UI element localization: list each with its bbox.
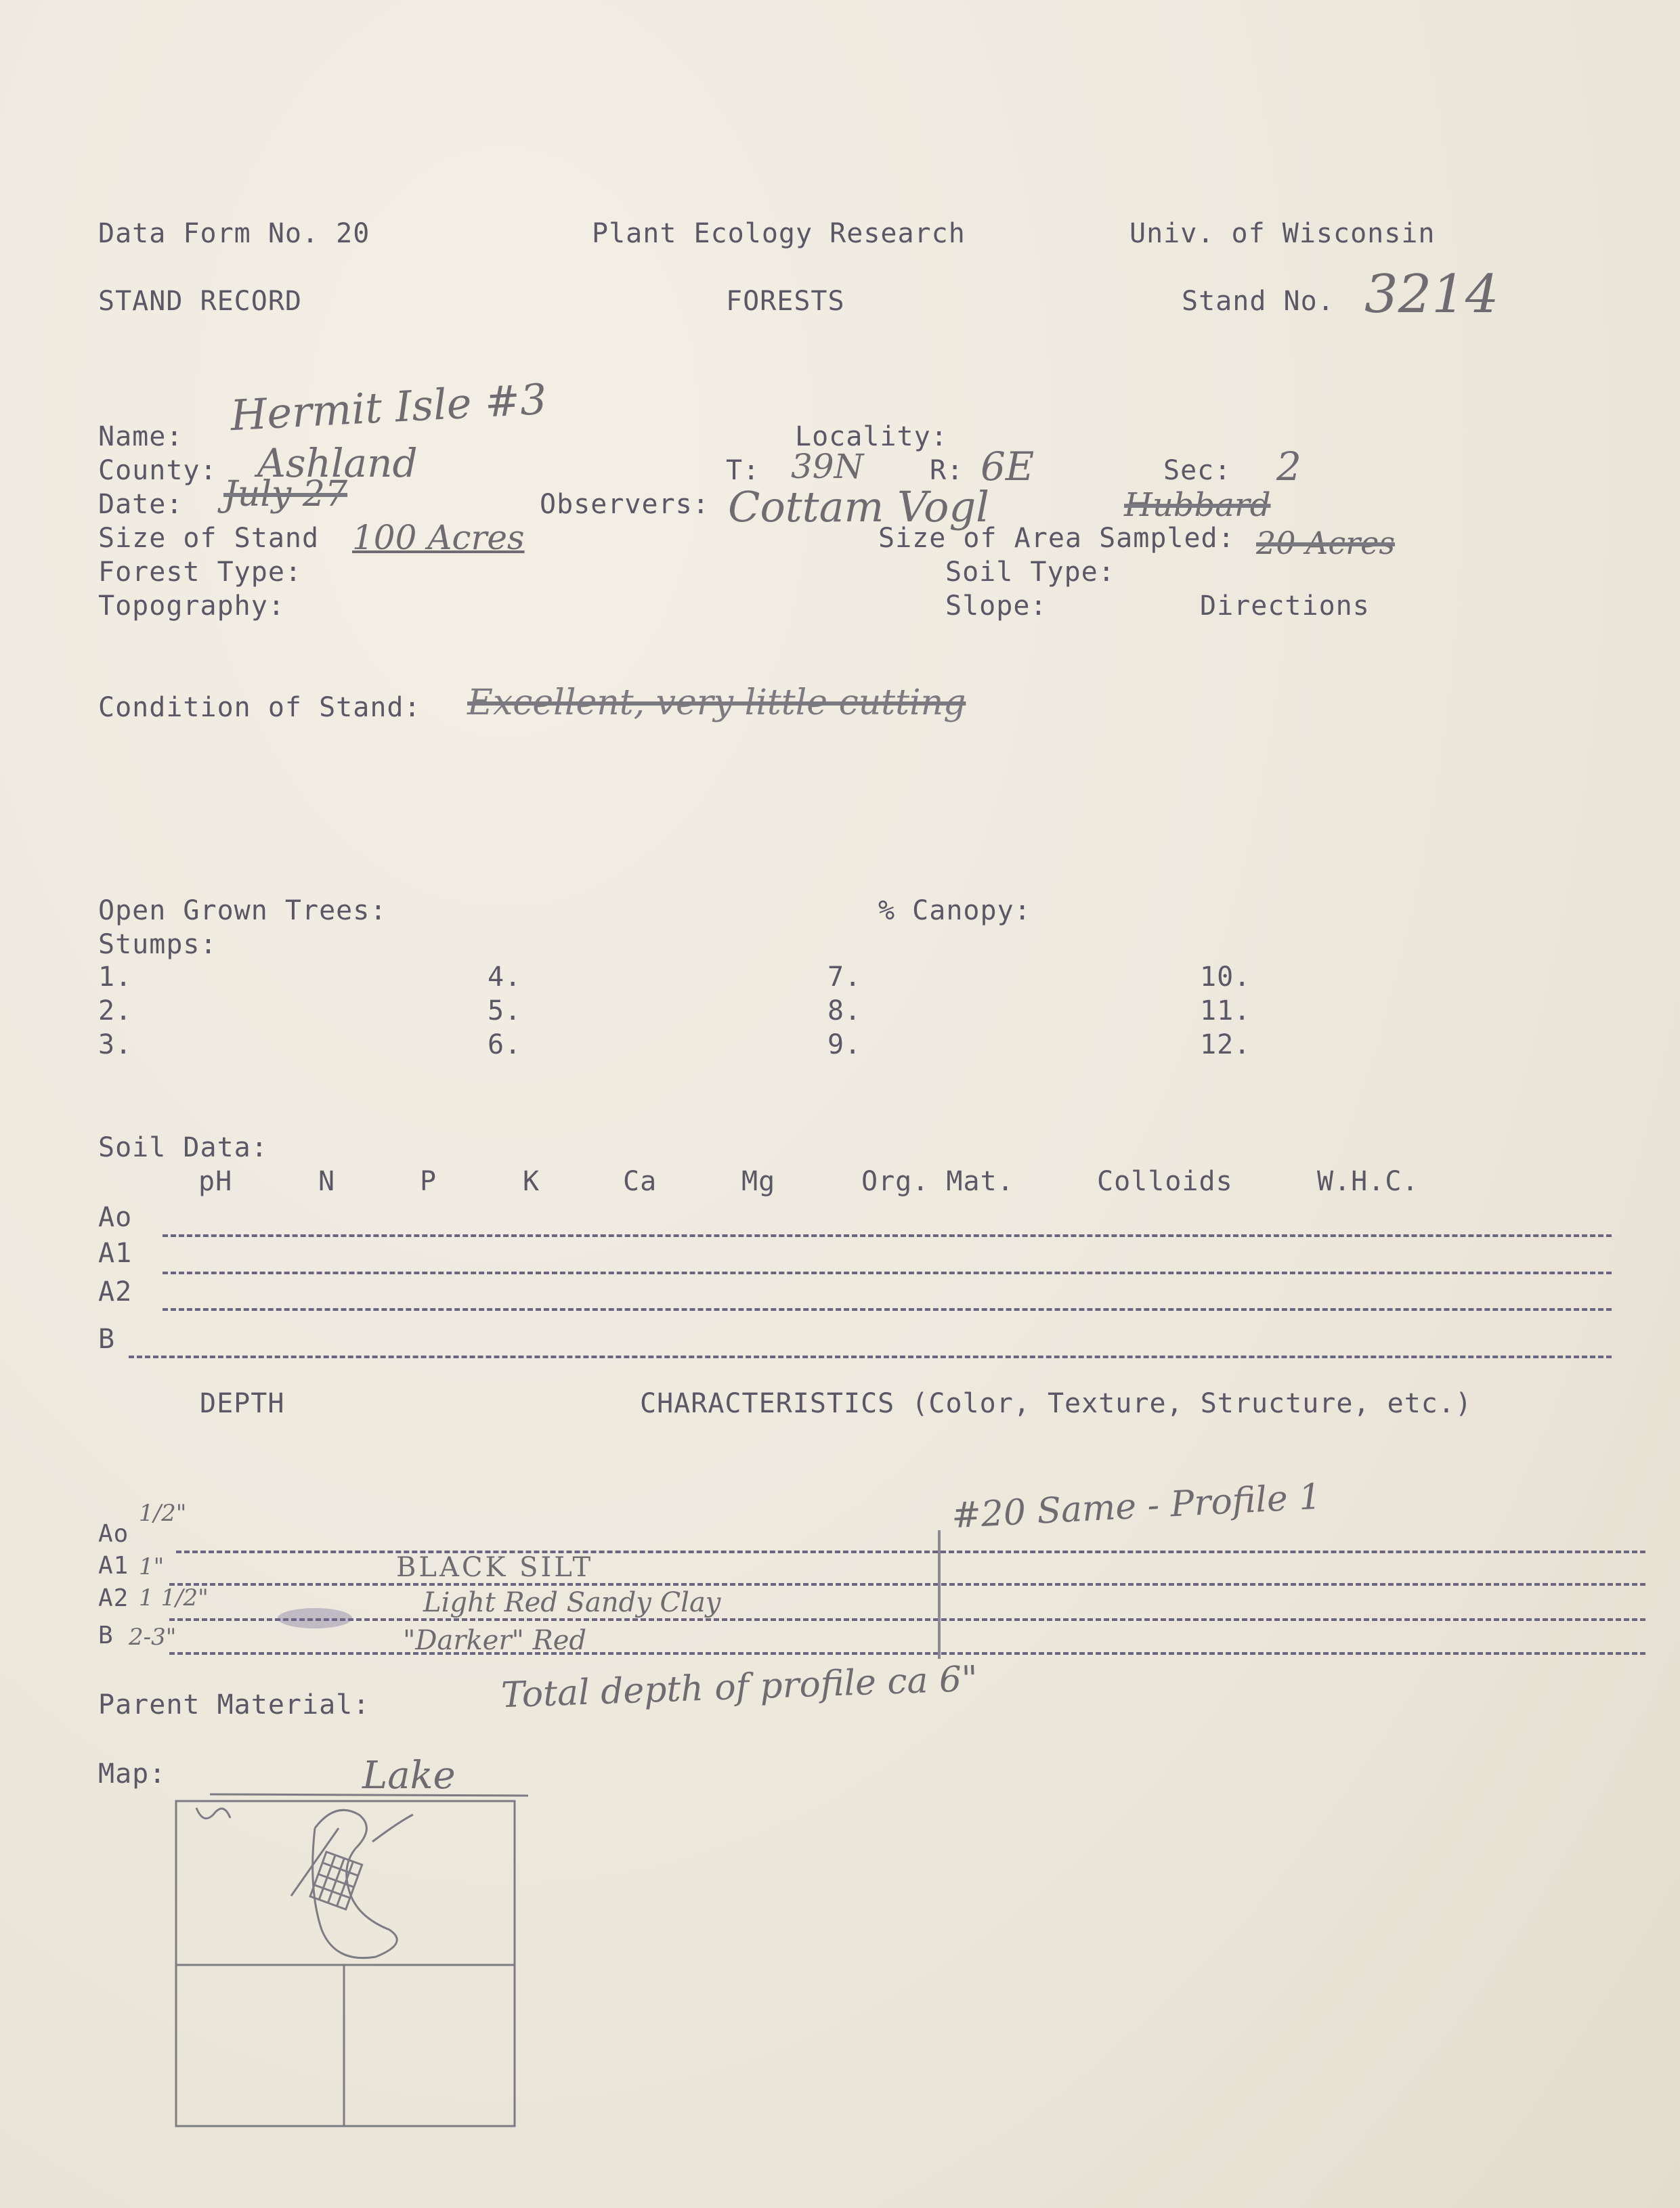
- observers-struck: Hubbard: [1124, 486, 1271, 524]
- characteristics-header: CHARACTERISTICS (Color, Texture, Structure, etc.): [640, 1388, 1473, 1419]
- form-number: Data Form No. 20: [98, 218, 370, 249]
- desc-a2: Light Red Sandy Clay: [423, 1587, 721, 1618]
- section-value: 2: [1276, 443, 1301, 490]
- soil-row-ao: Ao: [98, 1202, 133, 1233]
- stump-number: 8.: [827, 995, 862, 1026]
- size-of-stand-label: Size of Stand: [98, 523, 320, 554]
- township-value: 39N: [791, 447, 864, 486]
- ink-smudge: [278, 1608, 352, 1628]
- open-grown-label: Open Grown Trees:: [98, 895, 387, 926]
- topography-label: Topography:: [98, 590, 285, 622]
- directions-label: Directions: [1200, 590, 1370, 622]
- stump-number: 3.: [98, 1029, 133, 1060]
- stand-number: 3214: [1364, 264, 1499, 325]
- soil-col-mg: Mg: [741, 1166, 776, 1197]
- soil-col-n: N: [318, 1166, 336, 1197]
- depth-a1: 1": [139, 1553, 165, 1580]
- stump-number: 12.: [1200, 1029, 1251, 1060]
- stump-number: 11.: [1200, 995, 1251, 1026]
- soil-row-a2: A2: [98, 1276, 133, 1307]
- section-label: Sec:: [1163, 455, 1232, 486]
- county-label: County:: [98, 455, 217, 486]
- profile-divider: [938, 1530, 941, 1659]
- stump-number: 7.: [827, 961, 862, 993]
- horizon-ao: Ao: [98, 1520, 129, 1548]
- desc-b: "Darker" Red: [403, 1625, 586, 1656]
- profile-row-rule: [169, 1618, 1645, 1621]
- horizon-b: B: [98, 1622, 114, 1649]
- soil-col-k: K: [523, 1166, 540, 1197]
- soil-row-a1: A1: [98, 1238, 133, 1269]
- soil-col-colloids: Colloids: [1097, 1166, 1233, 1197]
- depth-header: DEPTH: [200, 1388, 285, 1419]
- soil-col-org-mat: Org. Mat.: [861, 1166, 1014, 1197]
- depth-b: 2-3": [129, 1624, 177, 1651]
- profile-row-rule: [169, 1583, 1645, 1586]
- soil-row-rule: [163, 1272, 1612, 1274]
- stump-number: 1.: [98, 961, 133, 993]
- range-label: R:: [930, 455, 964, 486]
- record-type: FORESTS: [726, 286, 845, 317]
- organization: Plant Ecology Research: [592, 218, 966, 249]
- shore-scribble: [196, 1808, 230, 1819]
- locality-label: Locality:: [795, 421, 948, 452]
- soil-row-rule: [163, 1234, 1612, 1237]
- university: Univ. of Wisconsin: [1129, 218, 1436, 249]
- date-value: July 27: [223, 474, 348, 515]
- horizon-a2: A2: [98, 1584, 129, 1612]
- condition-label: Condition of Stand:: [98, 692, 421, 723]
- stump-number: 4.: [488, 961, 522, 993]
- soil-col-ca: Ca: [623, 1166, 658, 1197]
- record-title: STAND RECORD: [98, 286, 302, 317]
- soil-row-rule: [129, 1356, 1612, 1358]
- horizon-a1: A1: [98, 1552, 129, 1580]
- profile-row-rule: [169, 1652, 1645, 1655]
- depth-ao: 1/2": [139, 1500, 187, 1527]
- name-value: Hermit Isle #3: [229, 374, 548, 441]
- canopy-label: % Canopy:: [878, 895, 1031, 926]
- stump-number: 5.: [488, 995, 522, 1026]
- stump-number: 6.: [488, 1029, 522, 1060]
- stump-number: 10.: [1200, 961, 1251, 993]
- stand-sketch-map: [169, 1788, 528, 2133]
- parent-material-label: Parent Material:: [98, 1689, 370, 1720]
- desc-a1: BLACK SILT: [396, 1552, 594, 1583]
- map-top-edge: [210, 1794, 528, 1796]
- soil-col-ph: pH: [198, 1166, 233, 1197]
- township-label: T:: [726, 455, 760, 486]
- date-label: Date:: [98, 489, 184, 520]
- lake-label: Lake: [362, 1754, 456, 1798]
- observers-label: Observers:: [540, 489, 710, 520]
- size-of-area-value: 20 Acres: [1256, 525, 1395, 561]
- map-label: Map:: [98, 1758, 167, 1790]
- soil-row-b: B: [98, 1324, 116, 1355]
- soil-row-rule: [163, 1308, 1612, 1311]
- soil-data-label: Soil Data:: [98, 1132, 268, 1163]
- observers-value: Cottam Vogl: [728, 482, 989, 532]
- county-value: Ashland: [257, 440, 418, 486]
- soil-col-p: P: [420, 1166, 437, 1197]
- stump-number: 9.: [827, 1029, 862, 1060]
- slope-label: Slope:: [945, 590, 1048, 622]
- depth-a2: 1 1/2": [139, 1584, 209, 1611]
- range-value: 6E: [981, 443, 1035, 490]
- size-of-area-label: Size of Area Sampled:: [878, 523, 1235, 554]
- soil-type-label: Soil Type:: [945, 557, 1115, 588]
- forest-type-label: Forest Type:: [98, 557, 302, 588]
- stump-number: 2.: [98, 995, 133, 1026]
- total-depth-note: Total depth of profile ca 6": [500, 1658, 978, 1716]
- map-frame: [176, 1801, 515, 2126]
- size-of-stand-value: 100 Acres: [352, 518, 525, 557]
- soil-col-whc: W.H.C.: [1317, 1166, 1419, 1197]
- shore-scribble: [372, 1815, 413, 1842]
- profile-row-rule: [176, 1551, 1645, 1553]
- stumps-label: Stumps:: [98, 929, 217, 960]
- condition-value: Excellent, very little cutting: [467, 683, 966, 723]
- name-label: Name:: [98, 421, 184, 452]
- profile-note: #20 Same - Profile 1: [950, 1476, 1322, 1537]
- stand-label: Stand No.: [1182, 286, 1335, 317]
